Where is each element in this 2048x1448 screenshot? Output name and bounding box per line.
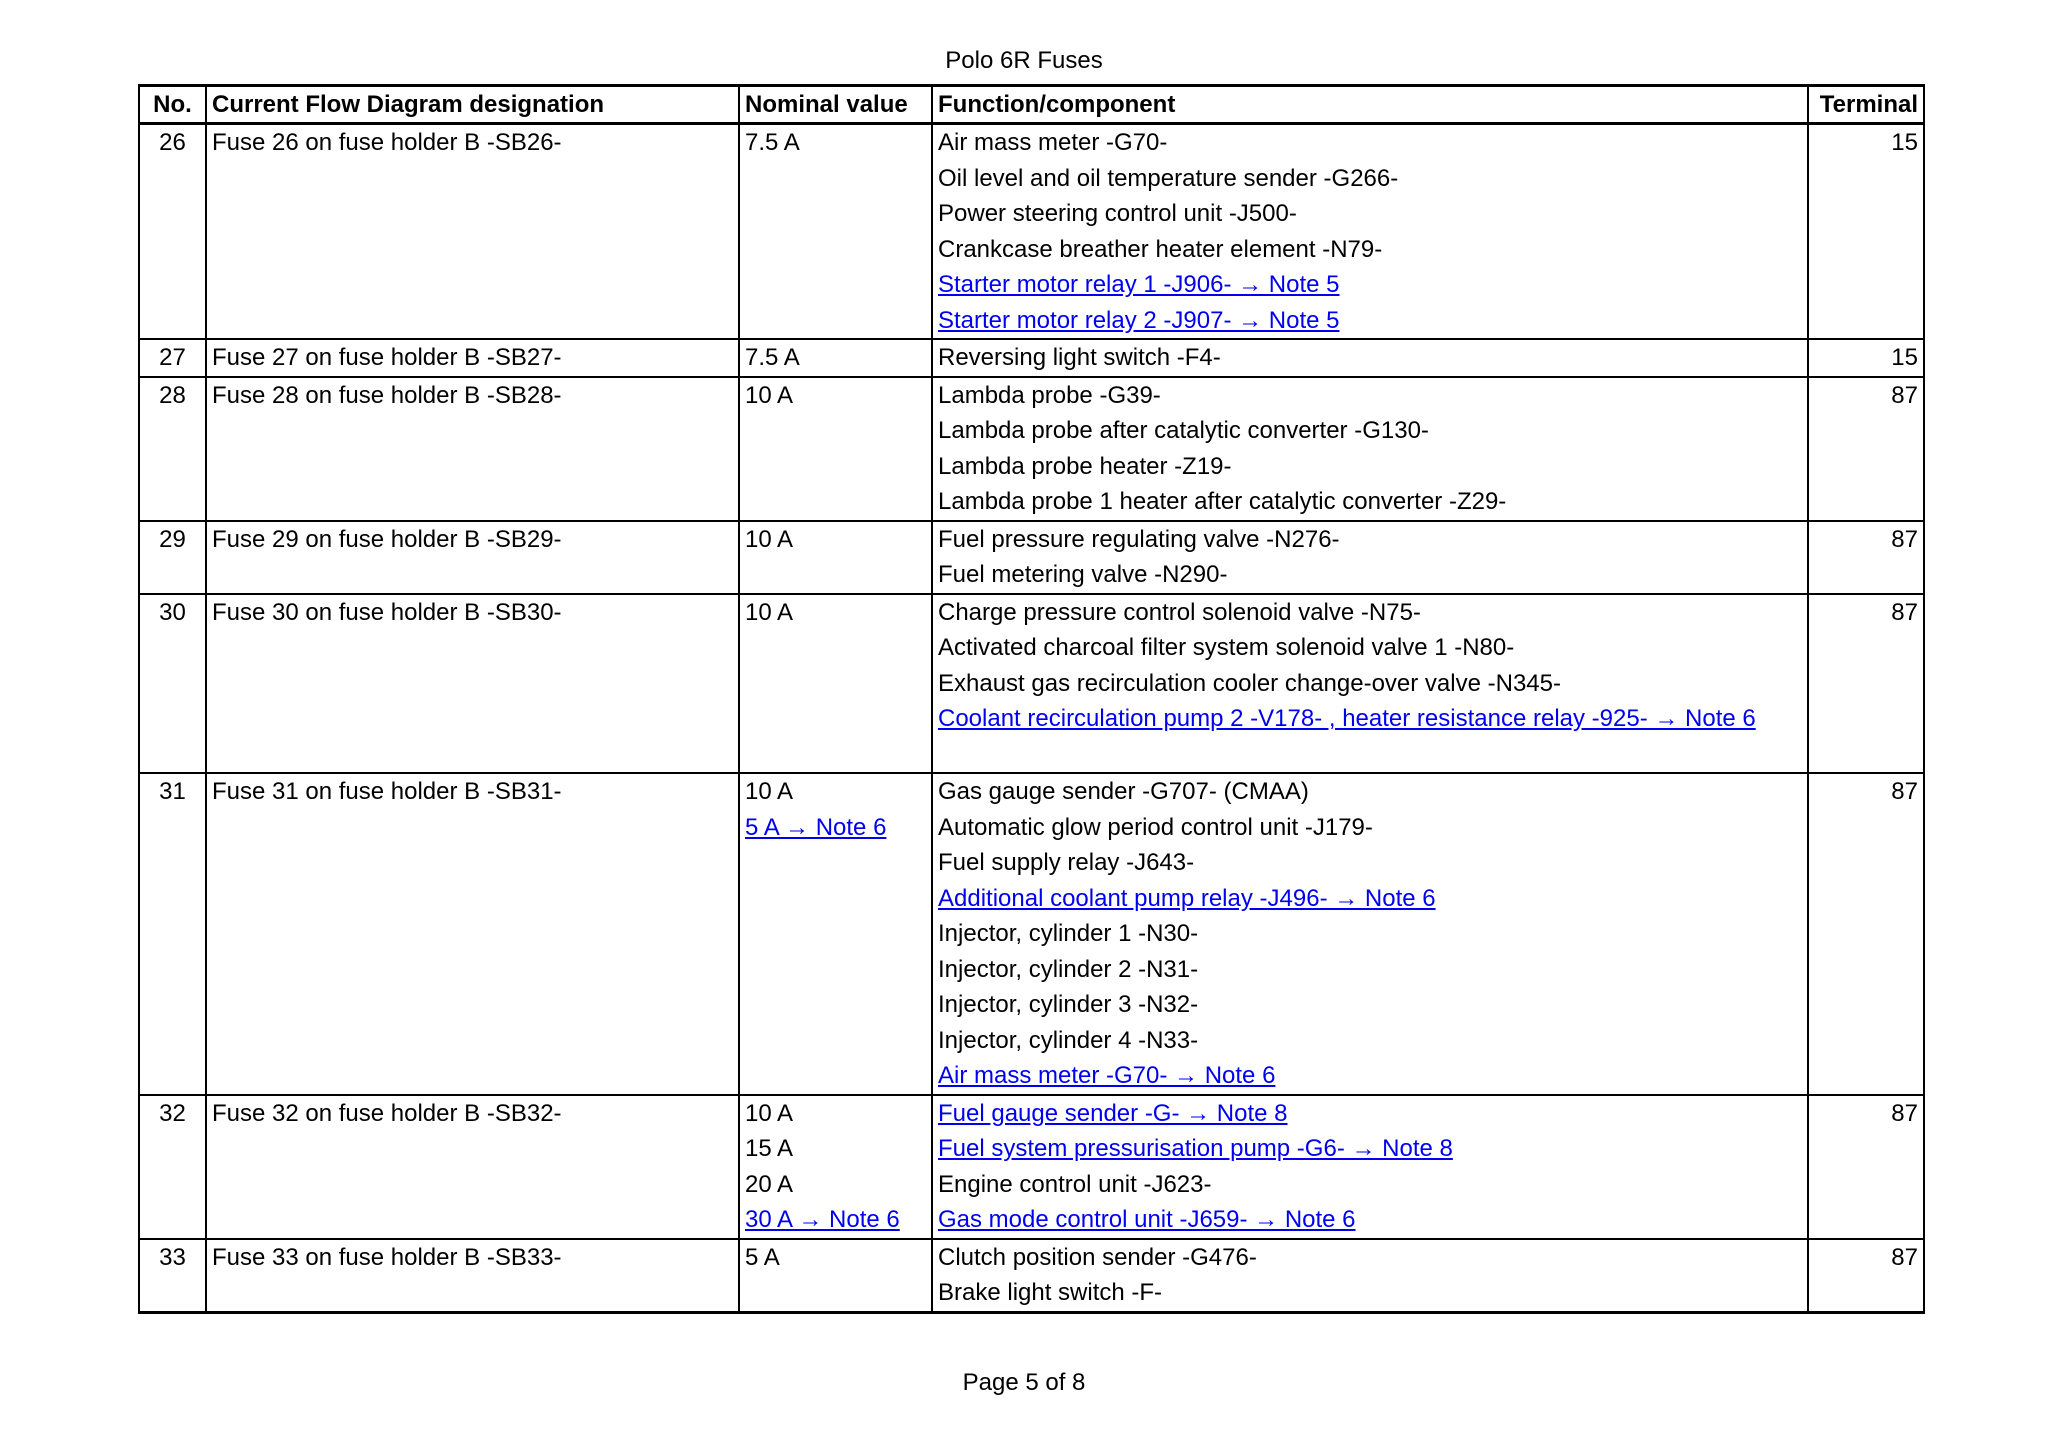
fuse-number: 32	[139, 1095, 206, 1239]
function-cell	[932, 1095, 1808, 1239]
nominal-value-note-link[interactable]: 30 A → Note 6	[745, 1206, 900, 1233]
function-component-note-link[interactable]: Starter motor relay 1 -J906- → Note 5	[938, 271, 1340, 298]
nominal-value: 10 A	[745, 381, 794, 409]
fuse-designation: Fuse 27 on fuse holder B -SB27-	[206, 339, 739, 377]
nominal-value: 5 A	[745, 1243, 780, 1271]
terminal-value: 87	[1808, 1095, 1924, 1239]
table-row	[139, 377, 1924, 521]
function-component-note-link[interactable]: Air mass meter -G70- → Note 6	[938, 1062, 1276, 1089]
table-header-row	[139, 86, 1924, 124]
nominal-value-cell	[739, 594, 932, 774]
nominal-value-note-link[interactable]: 5 A → Note 6	[745, 813, 887, 841]
nominal-value: 20 A	[745, 1170, 794, 1198]
page-title: Polo 6R Fuses	[945, 47, 1103, 74]
fuse-number: 28	[139, 377, 206, 521]
fuse-designation: Fuse 26 on fuse holder B -SB26-	[206, 124, 739, 340]
column-header-designation: Current Flow Diagram designation	[206, 86, 739, 124]
fuse-number: 29	[139, 521, 206, 594]
fuse-designation: Fuse 29 on fuse holder B -SB29-	[206, 521, 739, 594]
fuse-designation: Fuse 32 on fuse holder B -SB32-	[206, 1095, 739, 1239]
function-component: Fuel metering valve -N290-	[938, 561, 1228, 588]
function-component: Lambda probe after catalytic converter -G130-	[938, 417, 1429, 444]
function-component: Brake light switch -F-	[938, 1279, 1163, 1306]
terminal-value: 87	[1808, 377, 1924, 521]
nominal-value: 10 A	[745, 598, 794, 626]
function-component-note-link[interactable]: Fuel gauge sender -G- → Note 8	[938, 1099, 1288, 1127]
function-component: Injector, cylinder 3 -N32-	[938, 991, 1199, 1018]
function-component: Automatic glow period control unit -J179-	[938, 813, 1373, 841]
table-row	[139, 339, 1924, 377]
fuse-number: 26	[139, 124, 206, 340]
function-component: Reversing light switch -F4-	[938, 344, 1221, 371]
function-cell	[932, 339, 1808, 377]
function-component: Lambda probe 1 heater after catalytic converter -Z29-	[938, 488, 1507, 515]
column-header-nominal-value: Nominal value	[739, 86, 932, 124]
function-component: Exhaust gas recirculation cooler change-over valve -N345-	[938, 669, 1561, 697]
nominal-value: 7.5 A	[745, 129, 800, 156]
function-component: Charge pressure control solenoid valve -N75-	[938, 598, 1421, 626]
function-component: Fuel supply relay -J643-	[938, 849, 1195, 876]
nominal-value: 10 A	[745, 778, 794, 805]
function-cell	[932, 124, 1808, 340]
nominal-value-cell	[739, 339, 932, 377]
terminal-value: 15	[1808, 339, 1924, 377]
function-component: Engine control unit -J623-	[938, 1170, 1212, 1198]
nominal-value-cell	[739, 377, 932, 521]
function-component: Lambda probe -G39-	[938, 381, 1161, 409]
table-row	[139, 594, 1924, 774]
fuse-designation: Fuse 33 on fuse holder B -SB33-	[206, 1239, 739, 1313]
function-component-note-link[interactable]: Additional coolant pump relay -J496- → Note 6	[938, 884, 1436, 912]
nominal-value: 10 A	[745, 525, 794, 553]
fuse-table	[138, 84, 1925, 1314]
function-component: Activated charcoal filter system solenoid valve 1 -N80-	[938, 634, 1515, 661]
nominal-value-cell	[739, 1239, 932, 1313]
column-header-terminal: Terminal	[1808, 86, 1924, 124]
table-row	[139, 521, 1924, 594]
table-row	[139, 124, 1924, 340]
terminal-value: 87	[1808, 1239, 1924, 1313]
terminal-value: 87	[1808, 773, 1924, 1095]
terminal-value: 87	[1808, 594, 1924, 774]
terminal-value: 87	[1808, 521, 1924, 594]
fuse-number: 27	[139, 339, 206, 377]
nominal-value: 7.5 A	[745, 344, 800, 371]
page-number: Page 5 of 8	[962, 1369, 1086, 1396]
function-component: Power steering control unit -J500-	[938, 200, 1297, 227]
function-cell	[932, 521, 1808, 594]
fuse-number: 30	[139, 594, 206, 774]
function-cell	[932, 773, 1808, 1095]
function-component	[938, 737, 1802, 773]
nominal-value-cell	[739, 521, 932, 594]
fuse-designation: Fuse 31 on fuse holder B -SB31-	[206, 773, 739, 1095]
function-component-note-link[interactable]: Fuel system pressurisation pump -G6- → Note 8	[938, 1135, 1453, 1162]
function-component: Injector, cylinder 2 -N31-	[938, 955, 1199, 983]
terminal-value: 15	[1808, 124, 1924, 340]
fuse-designation: Fuse 28 on fuse holder B -SB28-	[206, 377, 739, 521]
function-cell	[932, 594, 1808, 774]
nominal-value-cell	[739, 124, 932, 340]
function-component: Lambda probe heater -Z19-	[938, 452, 1232, 480]
function-component: Clutch position sender -G476-	[938, 1243, 1257, 1271]
nominal-value: 15 A	[745, 1135, 794, 1162]
function-component-note-link[interactable]: Coolant recirculation pump 2 -V178- , heater resistance relay -925- → Note 6	[938, 705, 1756, 732]
function-component: Crankcase breather heater element -N79-	[938, 235, 1383, 263]
function-component-note-link[interactable]: Gas mode control unit -J659- → Note 6	[938, 1206, 1356, 1233]
function-component: Oil level and oil temperature sender -G266-	[938, 164, 1399, 192]
function-cell	[932, 1239, 1808, 1313]
table-row	[139, 1095, 1924, 1239]
nominal-value-cell	[739, 773, 932, 1095]
function-cell	[932, 377, 1808, 521]
nominal-value-cell	[739, 1095, 932, 1239]
function-component: Fuel pressure regulating valve -N276-	[938, 525, 1340, 553]
table-row	[139, 773, 1924, 1095]
fuse-number: 33	[139, 1239, 206, 1313]
column-header-no: No.	[139, 86, 206, 124]
function-component: Injector, cylinder 4 -N33-	[938, 1026, 1199, 1054]
column-header-function: Function/component	[932, 86, 1808, 124]
function-component: Injector, cylinder 1 -N30-	[938, 920, 1199, 947]
function-component-note-link[interactable]: Starter motor relay 2 -J907- → Note 5	[938, 306, 1340, 334]
table-row	[139, 1239, 1924, 1313]
fuse-designation: Fuse 30 on fuse holder B -SB30-	[206, 594, 739, 774]
fuse-number: 31	[139, 773, 206, 1095]
function-component: Gas gauge sender -G707- (CMAA)	[938, 778, 1309, 805]
fuse-rows	[139, 124, 1924, 1313]
function-component: Air mass meter -G70-	[938, 129, 1168, 156]
nominal-value: 10 A	[745, 1099, 794, 1127]
